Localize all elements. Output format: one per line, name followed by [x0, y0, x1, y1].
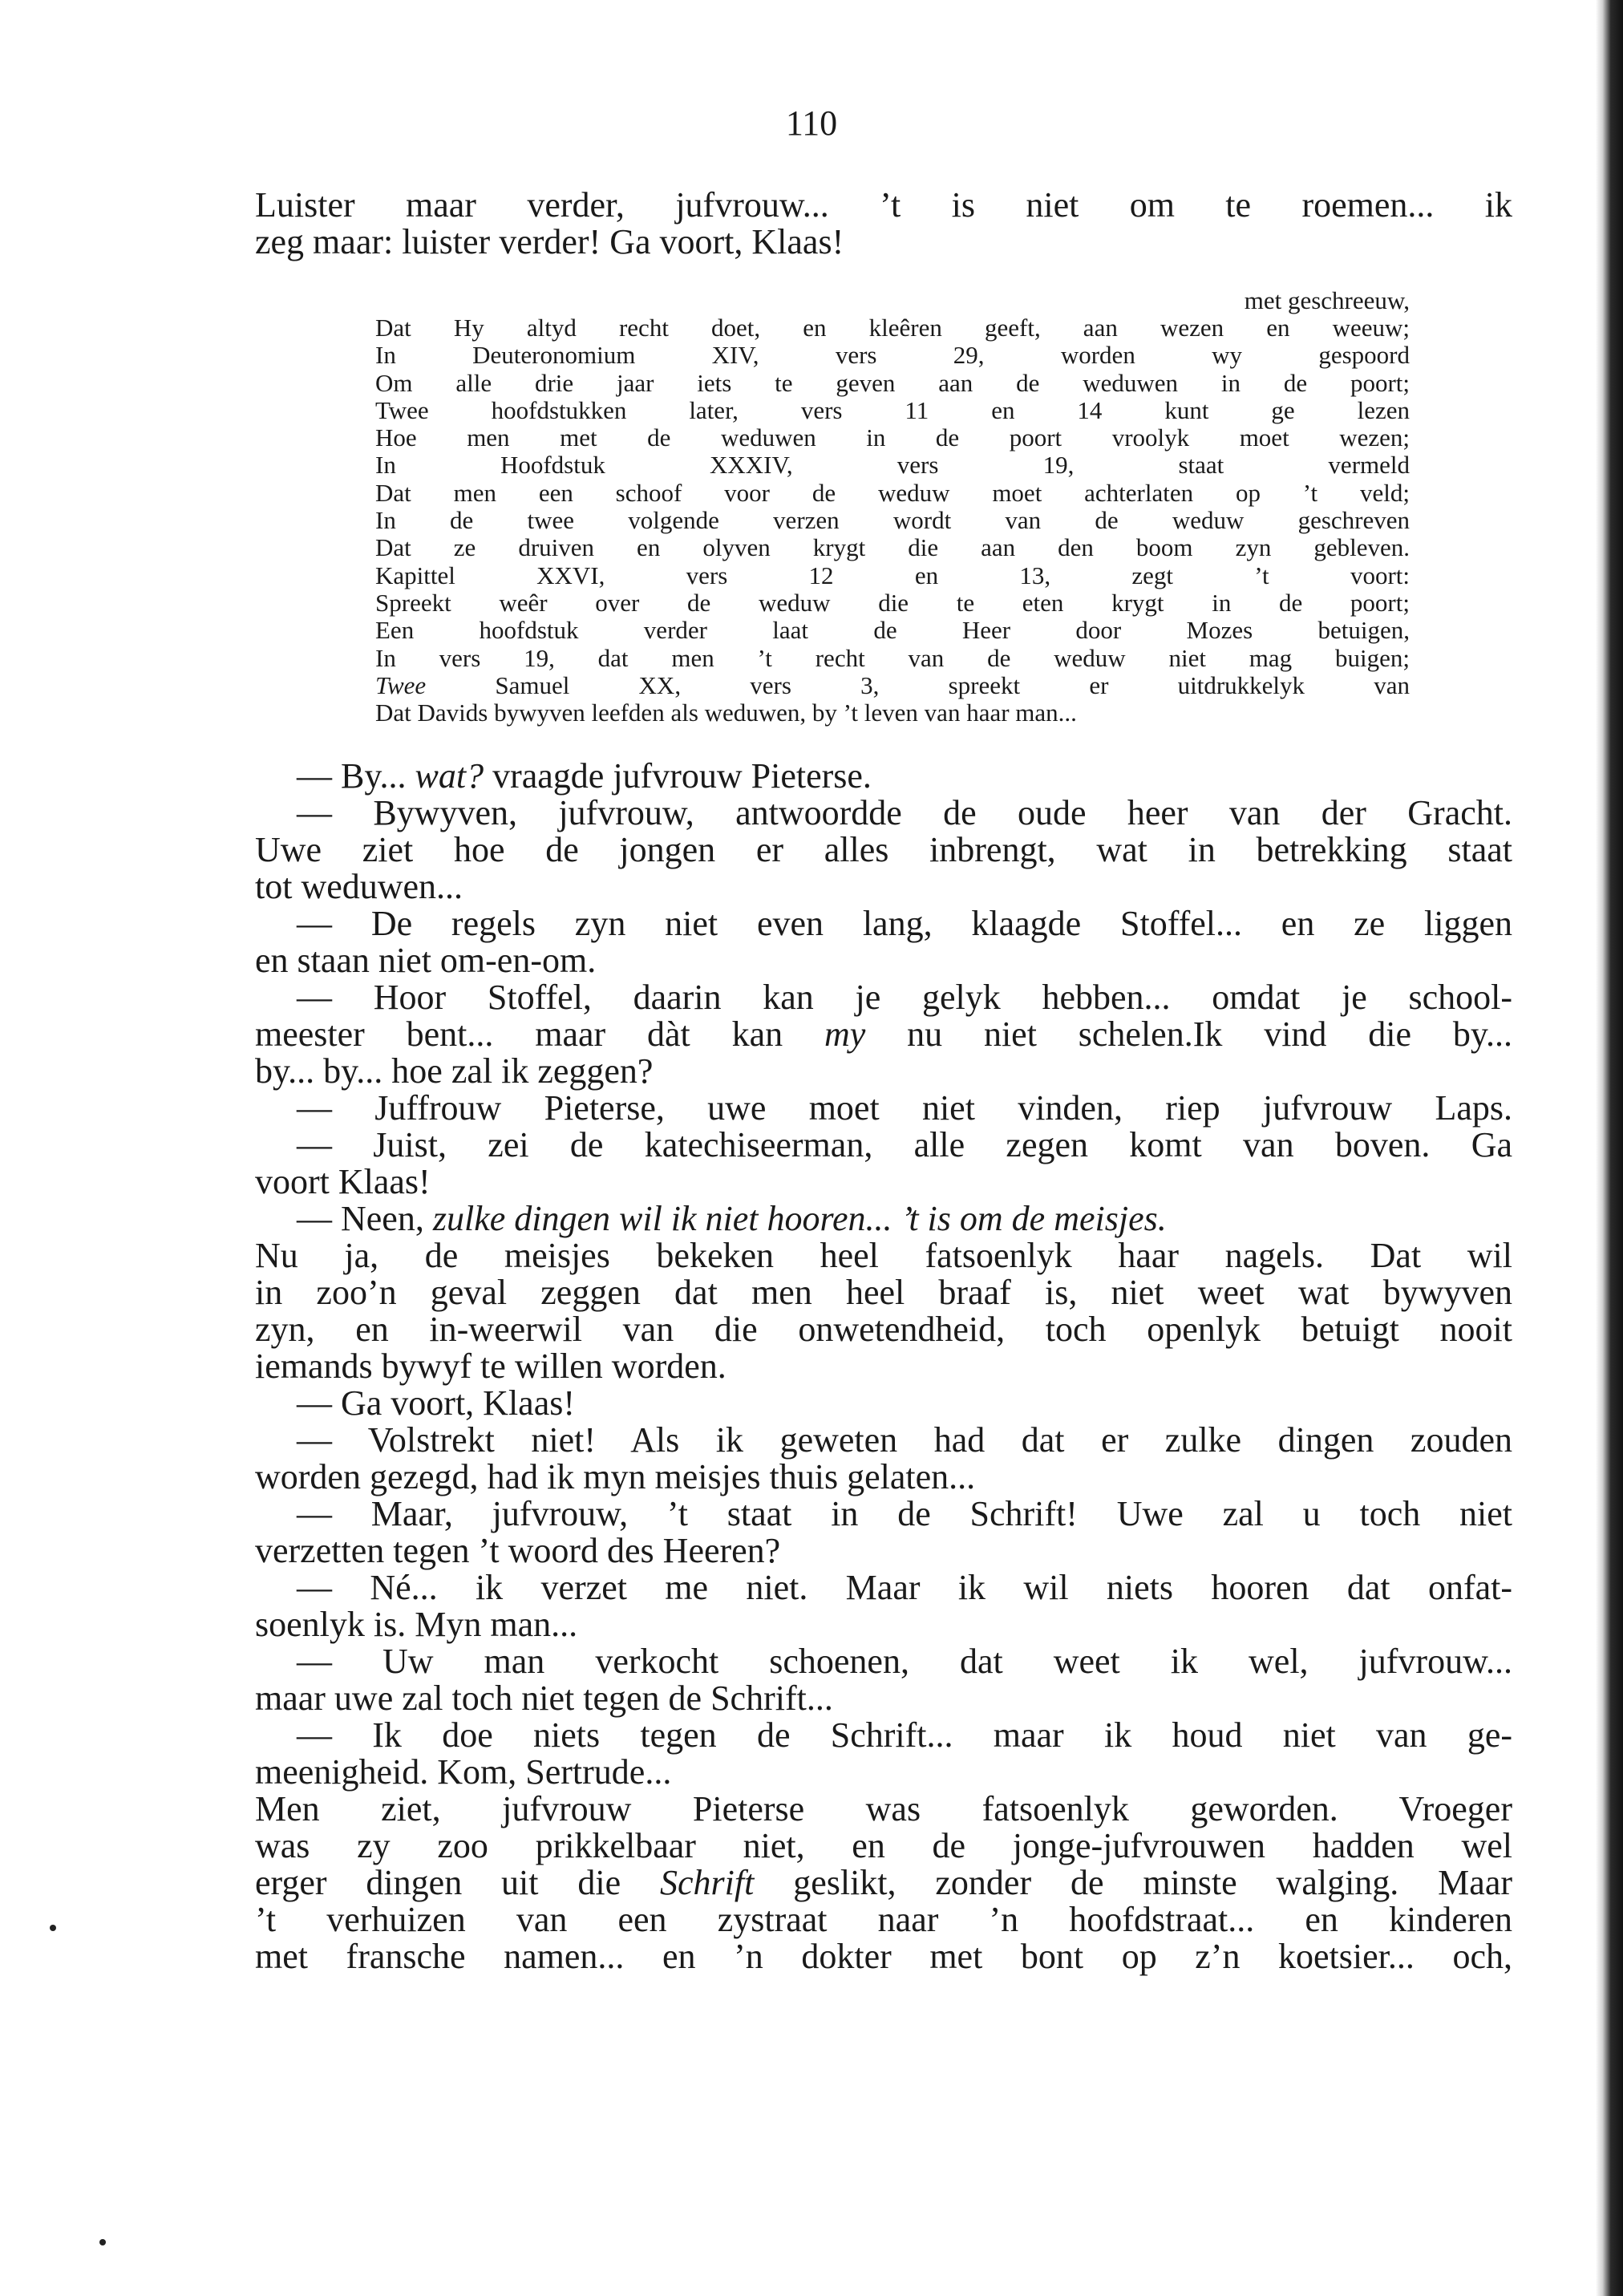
text-line: Luister maar verder, jufvrouw... ’t is niet om te roemen... ik: [255, 185, 1512, 225]
text-line: — Ga voort, Klaas!: [297, 1383, 576, 1423]
text-span: erger dingen uit die: [255, 1863, 660, 1902]
scan-speck: [50, 1925, 56, 1931]
text-line: soenlyk is. Myn man...: [255, 1605, 578, 1644]
verse-text: Samuel XX, vers 3, spreekt er uitdrukkelyk van: [426, 670, 1410, 699]
text-span: nu niet schelen.Ik vind die by...: [865, 1014, 1512, 1054]
text-line: zyn, en in-weerwil van die onwetendheid, toch openlyk betuigt nooit: [255, 1310, 1512, 1349]
text-span: meester bent... maar dàt kan: [255, 1014, 824, 1054]
verse-line: Dat men een schoof voor de weduw moet achterlaten op ’t veld;: [375, 478, 1410, 507]
italic-word: my: [824, 1014, 866, 1054]
page-edge-shadow: [1596, 0, 1623, 2296]
text-line: — Juist, zei de katechiseerman, alle zegen komt van boven. Ga: [297, 1125, 1512, 1164]
text-line: — De regels zyn niet even lang, klaagde Stoffel... en ze liggen: [297, 904, 1512, 943]
text-line: [255, 1016, 1512, 1053]
text-span: — By...: [297, 756, 415, 796]
opening-paragraph: [255, 187, 1512, 261]
text-line: — Bywyven, jufvrouw, antwoordde de oude heer van der Gracht.: [297, 793, 1512, 832]
verse-heading-fragment: met geschreeuw,: [1244, 286, 1410, 314]
text-line: [255, 1201, 1512, 1237]
italic-word: wat?: [415, 756, 484, 796]
text-span: vraagde jufvrouw Pieterse.: [484, 756, 872, 796]
text-line: voort Klaas!: [255, 1162, 431, 1201]
text-line: meenigheid. Kom, Sertrude...: [255, 1752, 672, 1792]
verse-line: Dat Davids bywyven leefden als weduwen, by ’t leven van haar man...: [375, 699, 1077, 727]
text-line: zeg maar: luister verder! Ga voort, Klaas!: [255, 222, 844, 261]
verse-line: Twee hoofdstukken later, vers 11 en 14 kunt ge lezen: [375, 395, 1410, 424]
text-line: worden gezegd, had ik myn meisjes thuis gelaten...: [255, 1457, 976, 1496]
text-line: ’t verhuizen van een zystraat naar ’n hoofdstraat... en kinderen: [255, 1900, 1512, 1939]
text-line: was zy zoo prikkelbaar niet, en de jonge-jufvrouwen hadden wel: [255, 1826, 1512, 1865]
text-line: [255, 1865, 1512, 1901]
verse-line: Spreekt weêr over de weduw die te eten krygt in de poort;: [375, 588, 1410, 617]
verse-line: Dat Hy altyd recht doet, en kleêren geeft, aan wezen en weeuw;: [375, 314, 1410, 342]
text-line: in zoo’n geval zeggen dat men heel braaf is, niet weet wat bywyven: [255, 1273, 1512, 1312]
text-line: — Hoor Stoffel, daarin kan je gelyk hebben... omdat je school-: [297, 978, 1512, 1017]
page-number: 110: [785, 103, 838, 143]
text-line: by... by... hoe zal ik zeggen?: [255, 1051, 654, 1091]
verse-block: [375, 314, 1410, 727]
text-line: — Maar, jufvrouw, ’t staat in de Schrift! Uwe zal u toch niet: [297, 1494, 1512, 1533]
verse-line: Hoe men met de weduwen in de poort vroolyk moet wezen;: [375, 423, 1410, 452]
text-line: — Volstrekt niet! Als ik geweten had dat er zulke dingen zouden: [297, 1420, 1512, 1460]
verse-line: Een hoofdstuk verder laat de Heer door Mozes betuigen,: [375, 616, 1410, 645]
text-span: — Neen,: [297, 1199, 433, 1238]
verse-line: Om alle drie jaar iets te geven aan de weduwen in de poort;: [375, 368, 1410, 397]
verse-line: Kapittel XXVI, vers 12 en 13, zegt ’t voort:: [375, 561, 1410, 589]
text-line: — Juffrouw Pieterse, uwe moet niet vinden, riep jufvrouw Laps.: [297, 1088, 1512, 1128]
text-line: Uwe ziet hoe de jongen er alles inbrengt, wat in betrekking staat: [255, 830, 1512, 869]
text-line: iemands bywyf te willen worden.: [255, 1346, 727, 1386]
text-line: verzetten tegen ’t woord des Heeren?: [255, 1531, 781, 1570]
verse-line: In de twee volgende verzen wordt van de weduw geschreven: [375, 506, 1410, 535]
text-line: en staan niet om-en-om.: [255, 941, 597, 980]
text-line: tot weduwen...: [255, 867, 463, 906]
dialogue-section: [255, 758, 1512, 1975]
italic-word: Schrift: [660, 1863, 755, 1902]
text-span: geslikt, zonder de minste walging. Maar: [754, 1863, 1513, 1902]
scan-speck: [99, 2239, 106, 2245]
verse-line: [375, 672, 1410, 699]
verse-line: In Deuteronomium XIV, vers 29, worden wy gespoord: [375, 341, 1410, 370]
text-line: — Ik doe niets tegen de Schrift... maar ik houd niet van ge-: [297, 1715, 1512, 1755]
text-line: Men ziet, jufvrouw Pieterse was fatsoenlyk geworden. Vroeger: [255, 1789, 1512, 1828]
text-line: — Uw man verkocht schoenen, dat weet ik wel, jufvrouw...: [297, 1642, 1512, 1681]
verse-line: In Hoofdstuk XXXIV, vers 19, staat vermeld: [375, 451, 1410, 480]
text-line: [255, 758, 1512, 795]
text-line: met fransche namen... en ’n dokter met bont op z’n koetsier... och,: [255, 1937, 1512, 1976]
text-line: — Né... ik verzet me niet. Maar ik wil niets hooren dat onfat-: [297, 1568, 1512, 1607]
verse-line: In vers 19, dat men ’t recht van de weduw niet mag buigen;: [375, 643, 1410, 672]
text-line: maar uwe zal toch niet tegen de Schrift...: [255, 1678, 833, 1718]
text-line: Nu ja, de meisjes bekeken heel fatsoenlyk haar nagels. Dat wil: [255, 1236, 1512, 1275]
italic-phrase: zulke dingen wil ik niet hooren... ’t is om de meisjes.: [432, 1199, 1167, 1238]
verse-line: Dat ze druiven en olyven krygt die aan den boom zyn gebleven.: [375, 533, 1410, 562]
italic-word: Twee: [375, 670, 427, 699]
